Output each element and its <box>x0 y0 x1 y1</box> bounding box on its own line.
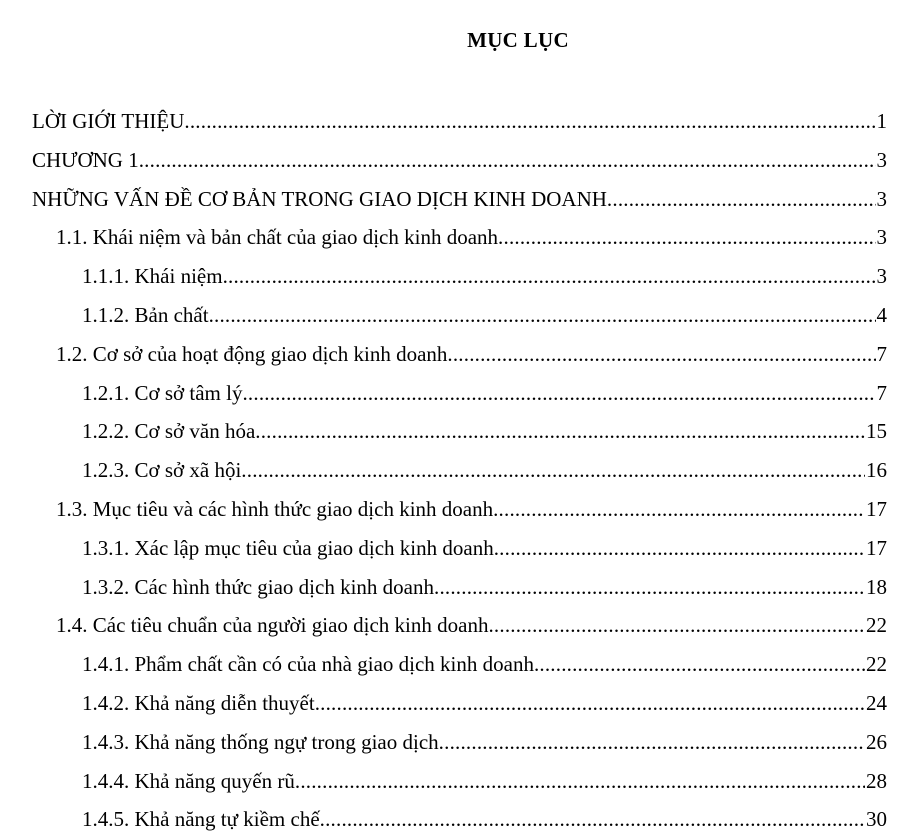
toc-entry-label: 1.3.1. Xác lập mục tiêu của giao dịch kinh doanh <box>82 535 494 560</box>
toc-entry[interactable] <box>82 296 887 335</box>
toc-entry-page-number: 28 <box>866 768 887 793</box>
toc-entry-page-number: 3 <box>876 264 887 289</box>
toc-entry-page-number: 22 <box>866 652 887 677</box>
toc-entry-page-number: 17 <box>866 535 887 560</box>
toc-entry-label: 1.4.5. Khả năng tự kiềm chế <box>82 807 320 832</box>
toc-dot-leader <box>493 490 865 529</box>
toc-entry[interactable] <box>56 218 887 257</box>
toc-entry-page-number: 4 <box>876 303 887 327</box>
toc-entry[interactable] <box>82 374 887 413</box>
toc-entry-page-number: 30 <box>866 807 887 832</box>
toc-entry-label: 1.2.3. Cơ sở xã hội <box>82 458 242 483</box>
toc-entry-label: 1.4. Các tiêu chuẩn của người giao dịch kinh doanh <box>56 613 489 638</box>
toc-entry-label: 1.1.2. Bản chất <box>82 303 209 327</box>
toc-dot-leader <box>139 141 876 180</box>
toc-dot-leader <box>488 606 865 645</box>
toc-entry-label: 1.4.4. Khả năng quyến rũ <box>82 768 295 793</box>
toc-entry-label: 1.4.3. Khả năng thống ngự trong giao dịch <box>82 729 439 754</box>
toc-entry-page-number: 17 <box>866 497 887 521</box>
toc-dot-leader <box>447 335 875 374</box>
toc-entry-page-number: 1 <box>876 109 887 133</box>
toc-dot-leader <box>498 218 875 257</box>
toc-entry-label: 1.4.1. Phẩm chất cần có của nhà giao dịch kinh doanh <box>82 652 534 677</box>
toc-entry[interactable] <box>56 606 887 645</box>
toc-entry[interactable] <box>56 490 887 529</box>
toc-entry[interactable] <box>82 412 887 451</box>
toc-entry-label: 1.1.1. Khái niệm <box>82 264 223 289</box>
toc-entry[interactable] <box>32 102 887 141</box>
toc-entry-label: 1.3. Mục tiêu và các hình thức giao dịch kinh doanh <box>56 497 494 521</box>
toc-dot-leader <box>320 800 865 839</box>
toc-entry-page-number: 3 <box>876 225 887 250</box>
toc-dot-leader <box>242 374 875 413</box>
toc-entry-label: 1.2.2. Cơ sở văn hóa <box>82 419 256 444</box>
toc-entry[interactable] <box>82 723 887 762</box>
toc-entry-page-number: 7 <box>876 380 887 405</box>
toc-entry-label: 1.4.2. Khả năng diễn thuyết <box>82 691 315 715</box>
toc-dot-leader <box>184 102 875 141</box>
toc-dot-leader <box>534 645 865 684</box>
toc-entry[interactable] <box>82 800 887 839</box>
toc-dot-leader <box>255 412 865 451</box>
toc-entry[interactable] <box>82 529 887 568</box>
toc-entry[interactable] <box>56 335 887 374</box>
toc-entry-page-number: 16 <box>866 458 887 483</box>
toc-dot-leader <box>439 723 865 762</box>
toc-entry[interactable] <box>32 180 887 219</box>
toc-entry-page-number: 15 <box>866 419 887 444</box>
toc-dot-leader <box>434 568 865 607</box>
toc-entry-label: 1.3.2. Các hình thức giao dịch kinh doanh <box>82 574 434 599</box>
toc-entry-label: CHƯƠNG 1 <box>32 147 139 172</box>
toc-entry[interactable] <box>82 451 887 490</box>
toc-dot-leader <box>494 529 865 568</box>
toc-entry-page-number: 3 <box>876 186 887 211</box>
toc-dot-leader <box>241 451 865 490</box>
toc-entry[interactable] <box>82 257 887 296</box>
page-title: MỤC LỤC <box>467 28 569 52</box>
toc-dot-leader <box>223 257 876 296</box>
toc-entry-label: 1.2.1. Cơ sở tâm lý <box>82 380 243 405</box>
toc-entry-label: 1.1. Khái niệm và bản chất của giao dịch kinh doanh <box>56 225 499 250</box>
toc-entry-label: LỜI GIỚI THIỆU <box>32 109 185 133</box>
toc-dot-leader <box>315 684 865 723</box>
toc-entry-page-number: 24 <box>866 691 887 715</box>
toc-entry-page-number: 18 <box>866 574 887 599</box>
toc-entry-page-number: 26 <box>866 729 887 754</box>
toc-entry-page-number: 3 <box>876 147 887 172</box>
toc-dot-leader <box>209 296 876 335</box>
toc-dot-leader <box>295 762 865 801</box>
toc-entry-page-number: 22 <box>866 613 887 638</box>
toc-entry-label: 1.2. Cơ sở của hoạt động giao dịch kinh doanh <box>56 341 448 366</box>
toc-entry[interactable] <box>32 141 887 180</box>
toc-entry[interactable] <box>82 762 887 801</box>
toc-entry[interactable] <box>82 645 887 684</box>
toc-entry-page-number: 7 <box>876 341 887 366</box>
toc-entry-label: NHỮNG VẤN ĐỀ CƠ BẢN TRONG GIAO DỊCH KINH DOANH <box>32 186 607 211</box>
toc-dot-leader <box>607 180 876 219</box>
toc-entry[interactable] <box>82 568 887 607</box>
toc-entry[interactable] <box>82 684 887 723</box>
